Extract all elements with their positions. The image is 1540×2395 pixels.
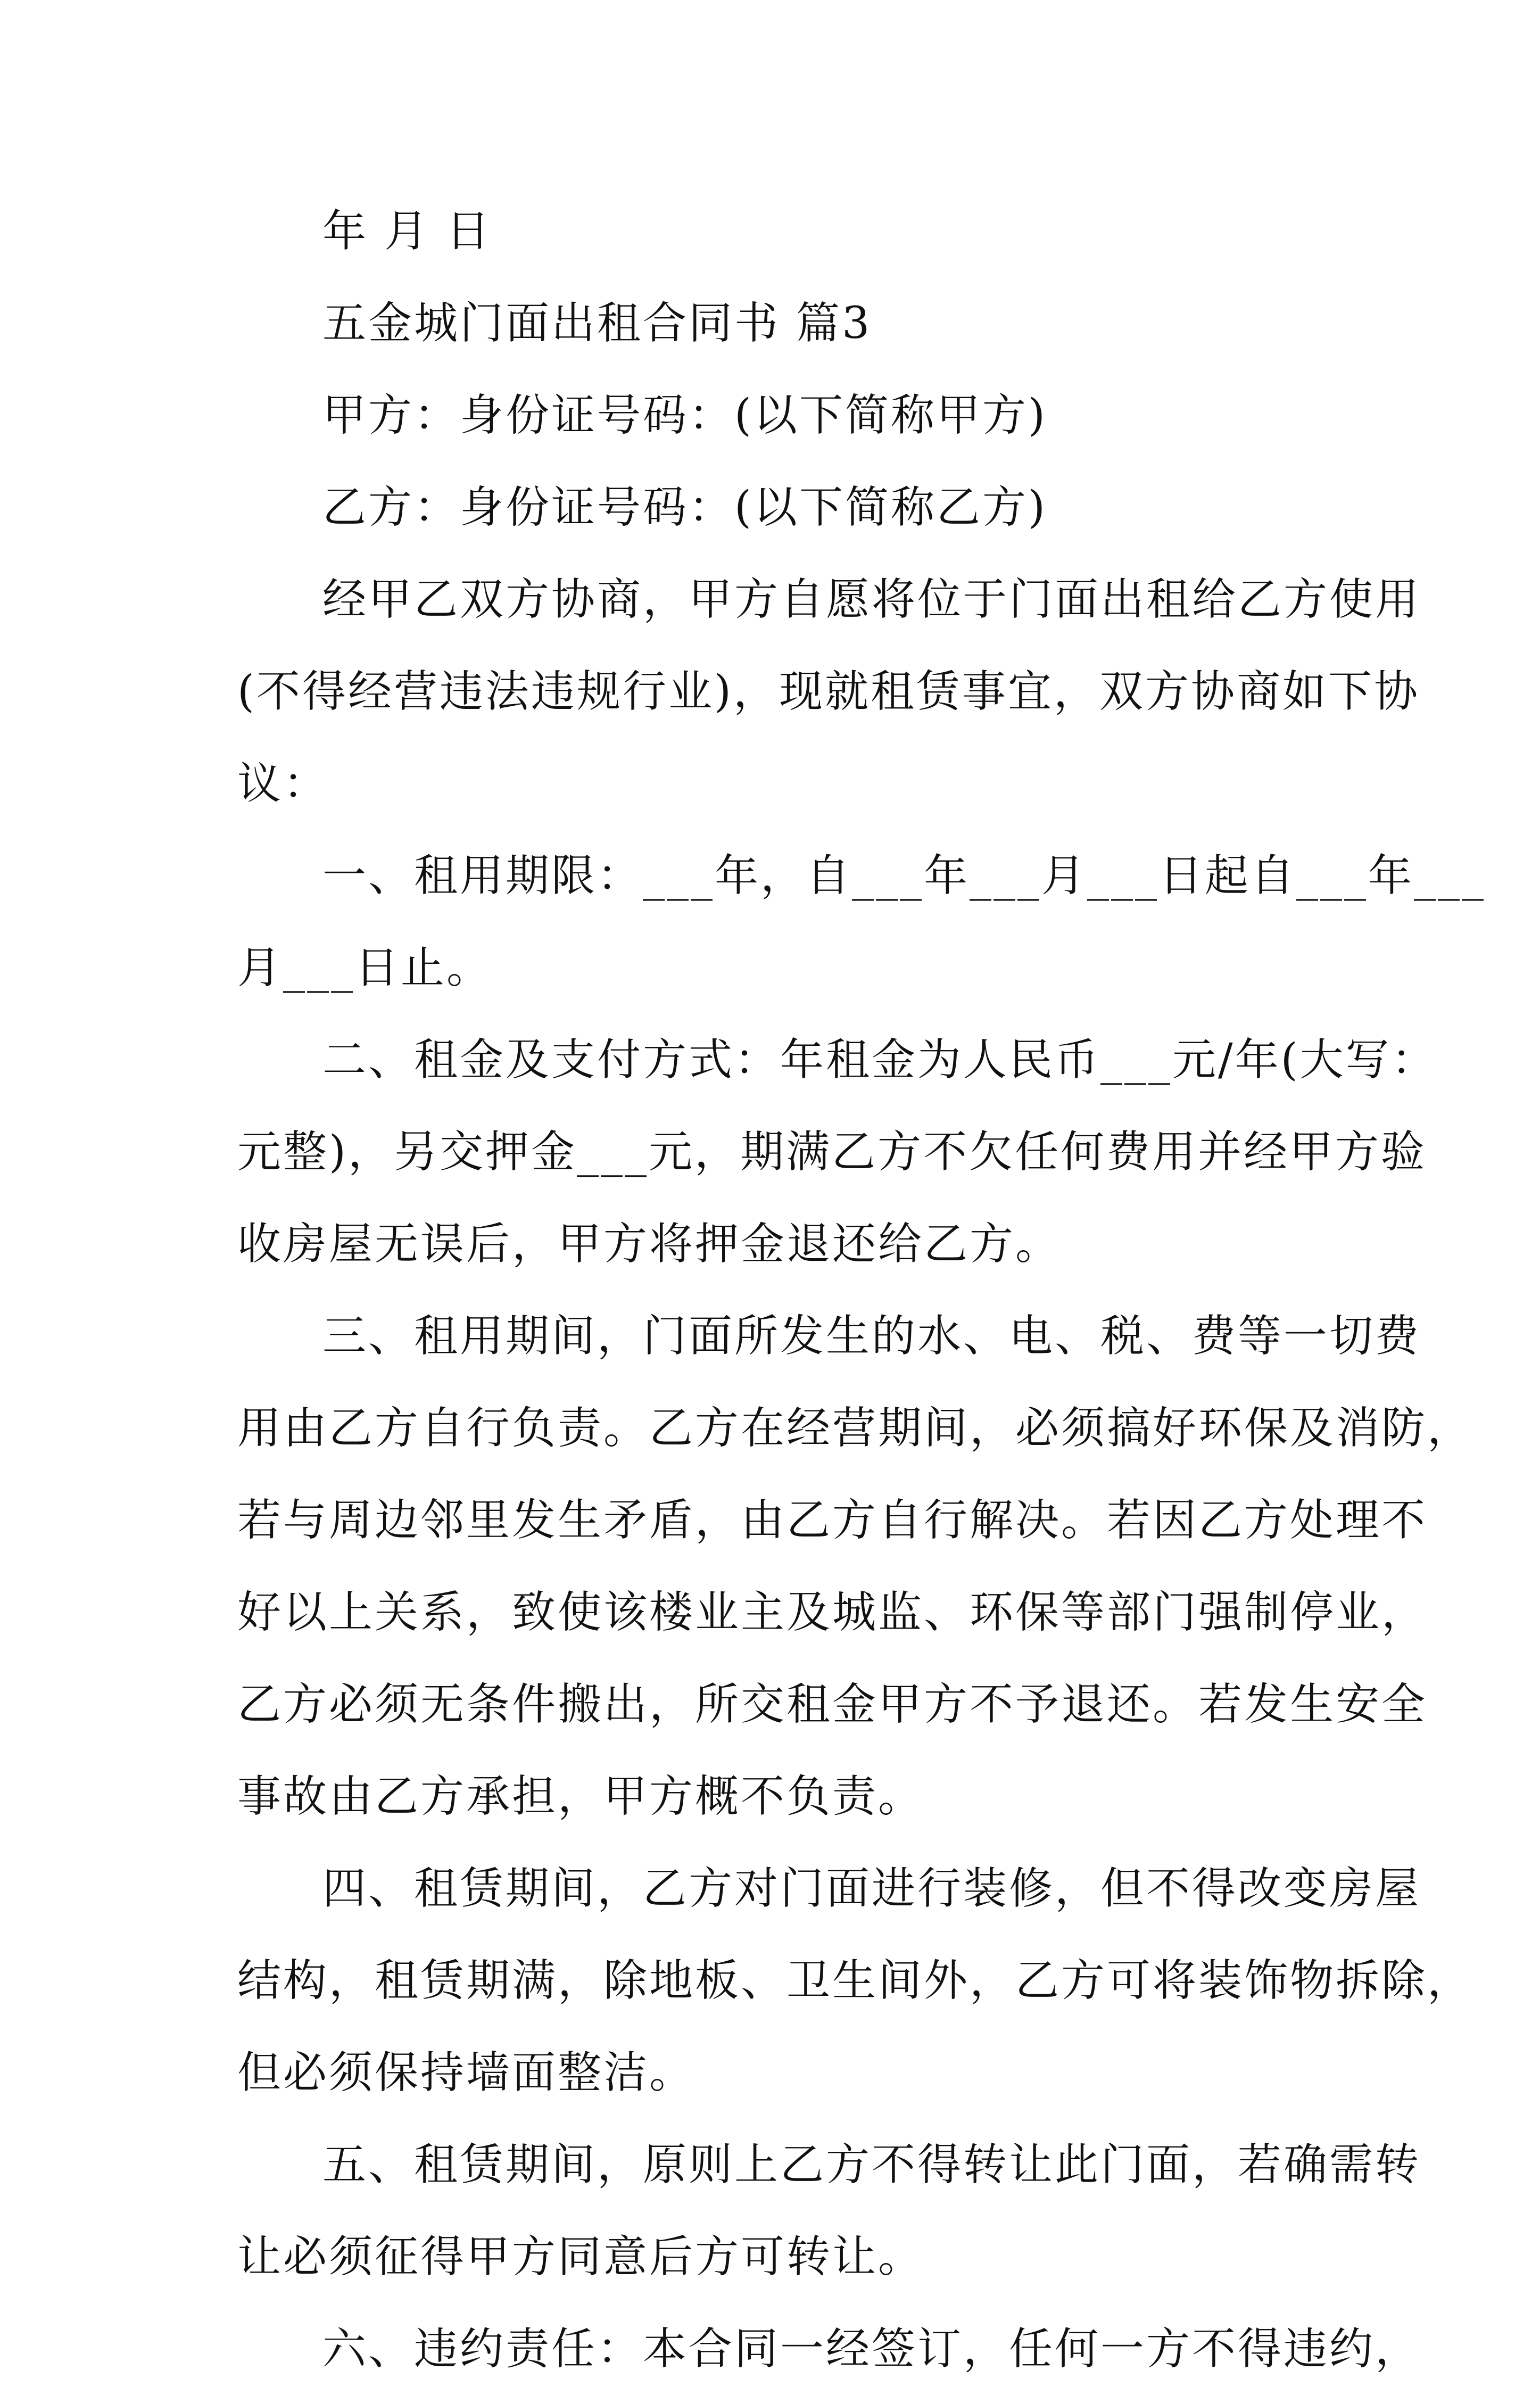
clause-1-line: 月___日止。 xyxy=(237,943,493,993)
clause-2-line: 收房屋无误后，甲方将押金退还给乙方。 xyxy=(237,1219,1062,1269)
intro-paragraph-line: 经甲乙双方协商，甲方自愿将位于门面出租给乙方使用 xyxy=(322,574,1421,625)
intro-paragraph-line: (不得经营违法违规行业)，现就租赁事宜，双方协商如下协 xyxy=(237,666,1420,717)
contract-text-body xyxy=(237,185,1486,2395)
party-b-line: 乙方：身份证号码：(以下简称乙方) xyxy=(322,482,1047,533)
clause-4-line: 四、租赁期间，乙方对门面进行装修，但不得改变房屋 xyxy=(322,1863,1421,1914)
clause-1-line: 一、租用期限：___年，自___年___月___日起自___年___ xyxy=(322,850,1486,901)
clause-5-line: 让必须征得甲方同意后方可转让。 xyxy=(237,2232,924,2282)
clause-3-line: 用由乙方自行负责。乙方在经营期间，必须搞好环保及消防， xyxy=(237,1403,1473,1453)
party-a-line: 甲方：身份证号码：(以下简称甲方) xyxy=(322,390,1047,441)
clause-4-line: 结构，租赁期满，除地板、卫生间外，乙方可将装饰物拆除， xyxy=(237,1955,1473,2006)
clause-2-line: 元整)，另交押金___元，期满乙方不欠任何费用并经甲方验 xyxy=(237,1127,1427,1177)
clause-3-line: 乙方必须无条件搬出，所交租金甲方不予退还。若发生安全 xyxy=(237,1679,1428,1730)
clause-4-line: 但必须保持墙面整洁。 xyxy=(237,2047,696,2098)
clause-3-line: 若与周边邻里发生矛盾，由乙方自行解决。若因乙方处理不 xyxy=(237,1495,1428,1546)
date-line: 年 月 日 xyxy=(322,206,492,257)
clause-3-line: 事故由乙方承担，甲方概不负责。 xyxy=(237,1771,924,1822)
clause-2-line: 二、租金及支付方式：年租金为人民币___元/年(大写： xyxy=(322,1035,1437,1085)
clause-5-line: 五、租赁期间，原则上乙方不得转让此门面，若确需转 xyxy=(322,2140,1421,2190)
clause-3-line: 好以上关系，致使该楼业主及城监、环保等部门强制停业， xyxy=(237,1587,1428,1638)
intro-paragraph-line: 议： xyxy=(237,758,329,809)
contract-title: 五金城门面出租合同书 篇3 xyxy=(322,298,872,349)
clause-6-line: 六、违约责任：本合同一经签订，任何一方不得违约， xyxy=(322,2324,1421,2374)
clause-3-line: 三、租用期间，门面所发生的水、电、税、费等一切费 xyxy=(322,1311,1421,1361)
